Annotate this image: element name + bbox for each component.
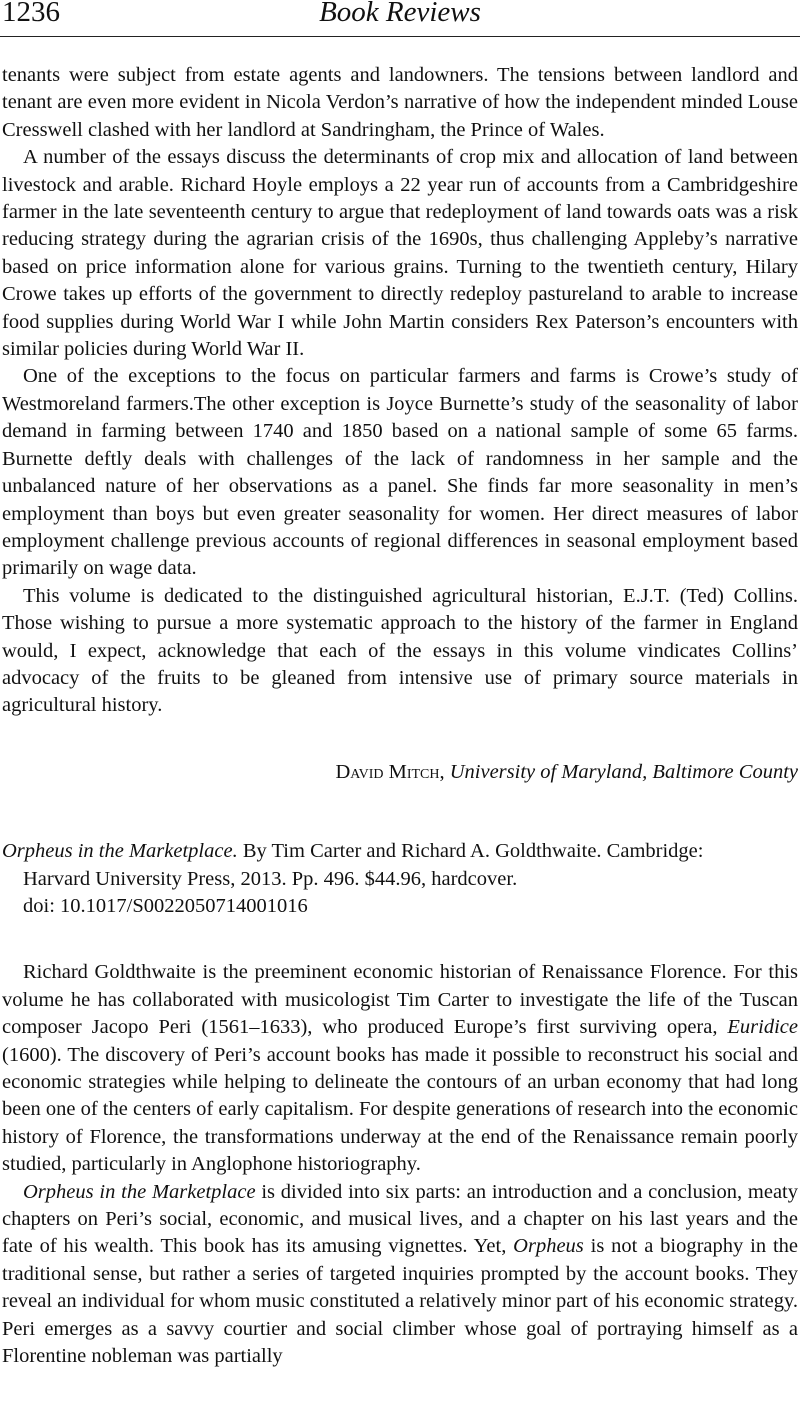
body-text: [2, 62, 798, 1370]
review2-paragraph-2: [2, 1179, 798, 1371]
page-header: [0, 0, 800, 37]
citation-authors: By Tim Carter and Richard A. Goldthwaite. Cambridge:: [242, 840, 704, 863]
citation-line-2: Harvard University Press, 2013. Pp. 496. $44.96, hardcover.: [23, 867, 518, 890]
text-run: (1600). The discovery of Peri’s account books has made it possible to reconstruct his social and economic strategies while helping to delineate the contours of an urban economy that had long been one of the centers of early capitalism. For despite generations of research into the economic history of Florence, the transformations underway at the end of the Renaissance remain poorly studied, particularly in Anglophone historiography.: [2, 1043, 798, 1176]
opera-title: Euridice: [727, 1016, 798, 1039]
reviewer-name: David Mitch: [335, 760, 440, 783]
reviewer-affiliation: University of Maryland, Baltimore County: [449, 760, 798, 783]
book-title-ref: Orpheus in the Marketplace: [23, 1180, 256, 1203]
review2-paragraph-1: [2, 959, 798, 1178]
page-number: 1236: [2, 0, 60, 28]
review1-paragraph-3: One of the exceptions to the focus on particular farmers and farms is Crowe’s study of Westmoreland farmers.The other exception is Joyce Burnette’s study of the seasonality of labor demand in farming between 1740 and 1850 based on a national sample of some 65 farms. Burnette deftly deals with challenges of the lack of randomness in her sample and the unbalanced nature of her observations as a panel. She finds far more seasonality in men’s employment than boys but even greater seasonality for women. Her direct measures of labor employment challenge previous accounts of regional differences in seasonal employment based primarily on wage data.: [2, 365, 798, 580]
text-run: is divided into six parts: an introduction and a conclusion, meaty chapters on Peri’s social, economic, and musical lives, and a chapter on his last years and the fate of his wealth. This book has its amusing vignettes. Yet,: [2, 1180, 798, 1258]
review1-paragraph-2: A number of the essays discuss the determinants of crop mix and allocation of land between livestock and arable. Richard Hoyle employs a 22 year run of accounts from a Cambridgeshire farmer in the late seventeenth century to argue that redeployment of land towards oats was a risk reducing strategy during the agrarian crisis of the 1690s, thus challenging Appleby’s narrative based on price information alone for various grains. Turning to the twentieth century, Hilary Crowe takes up efforts of the government to directly redeploy pastureland to arable to increase food supplies during World War I while John Martin considers Rex Paterson’s encounters with similar policies during World War II.: [2, 146, 798, 361]
text-run: Richard Goldthwaite is the preeminent economic historian of Renaissance Florence. For this volume he has collaborated with musicologist Tim Carter to investigate the life of the Tuscan composer Jacopo Peri (1561–1633), who produced Europe’s first surviving opera,: [2, 961, 798, 1039]
citation-line-1: [2, 838, 798, 865]
running-head: Book Reviews: [319, 0, 481, 28]
book-citation: [2, 838, 798, 920]
doi-link[interactable]: doi: 10.1017/S0022050714001016: [23, 894, 308, 917]
text-run: is not a biography in the traditional sense, but rather a series of targeted inquiries prompted by the account books. They reveal an individual for whom music constituted a relatively minor part of his economic strategy. Peri emerges as a savvy courtier and social climber whose goal of portraying himself as a Florentine nobleman was partially: [2, 1235, 798, 1368]
review2-body: [2, 959, 798, 1370]
reviewer-signature: David Mitch, University of Maryland, Baltimore County: [335, 760, 798, 783]
review1-paragraph-4: This volume is dedicated to the distinguished agricultural historian, E.J.T. (Ted) Collins. Those wishing to pursue a more systematic approach to the history of the farmer in England would, I expect, acknowledge that each of the essays in this volume vindicates Collins’ advocacy of the fruits to be gleaned from intensive use of primary source materials in agricultural history.: [2, 584, 798, 717]
book-title: Orpheus in the Marketplace.: [2, 840, 238, 863]
book-title-short: Orpheus: [513, 1235, 584, 1258]
review1-paragraph-1: tenants were subject from estate agents and landowners. The tensions between landlord and tenant are even more evident in Nicola Verdon’s narrative of how the independent minded Louse Cresswell clashed with her landlord at Sandringham, the Prince of Wales.: [2, 64, 798, 141]
